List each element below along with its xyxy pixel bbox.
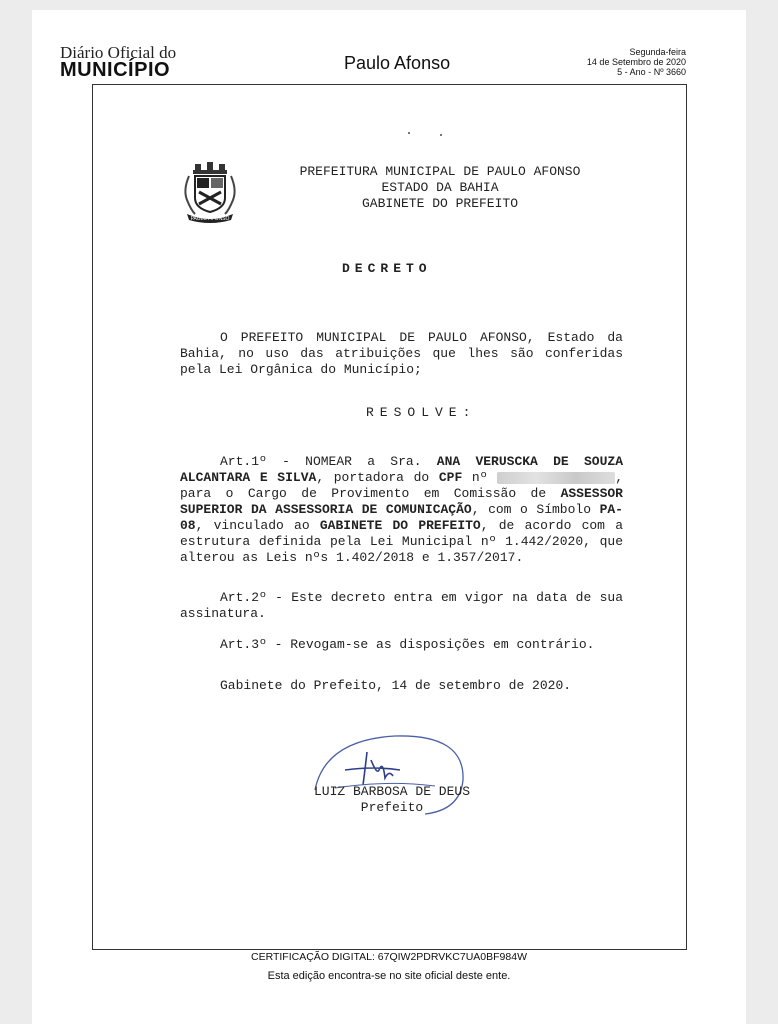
preamble [180, 330, 623, 378]
document-title: DECRETO [342, 261, 432, 276]
resolve-heading: RESOLVE: [366, 405, 477, 420]
closing-line: Gabinete do Prefeito, 14 de setembro de 2020. [220, 678, 572, 693]
article-1 [180, 454, 623, 566]
article-2-label: Art.2º [220, 590, 267, 605]
cpf-label: CPF [438, 470, 463, 485]
office-name: GABINETE DO PREFEITO [319, 518, 481, 533]
article-2 [180, 590, 623, 622]
article-1-text: nº [462, 470, 498, 485]
city-name: Paulo Afonso [344, 53, 451, 73]
article-3-label: Art.3º [220, 637, 267, 652]
symbol-code: PA-08 [180, 502, 623, 533]
redacted-cpf [497, 472, 615, 484]
issue-date: 14 de Setembro de 2020 [586, 57, 686, 67]
footer-note: Esta edição encontra-se no site oficial deste ente. [267, 970, 511, 982]
article-2-text: - Este decreto entra em vigor na data de sua assinatura. [180, 590, 623, 621]
position-title: ASSESSOR SUPERIOR DA ASSESSORIA DE COMUNICAÇÃO [180, 486, 623, 517]
article-1-label: Art.1º [220, 454, 267, 469]
signatory-name: LUIZ BARBOSA DE DEUS [313, 784, 471, 799]
article-3-text: - Revogam-se as disposições em contrário. [266, 637, 595, 652]
signatory [310, 784, 474, 816]
seal-text: PAULO AFONSO [190, 216, 230, 222]
brand-top: Diário Oficial do [60, 43, 177, 62]
signatory-role: Prefeito [360, 800, 424, 815]
article-1-text: , para o Cargo de Provimento em Comissão de [180, 470, 623, 501]
appointee-name: ANA VERUSCKA DE SOUZA ALCANTARA E SILVA [180, 454, 624, 485]
article-1-text: , com o Símbolo [471, 502, 600, 517]
letterhead-line-2: ESTADO DA BAHIA [381, 180, 499, 195]
article-1-text: , de acordo com a estrutura definida pela Lei Municipal nº 1.442/2020, que alterou as Leis nºs 1.402/2018 e 1.357/2017. [180, 518, 624, 565]
letterhead [250, 164, 630, 212]
masthead-logo [60, 44, 176, 80]
scan-speck [440, 134, 442, 136]
brand-bottom: MUNICÍPIO [60, 59, 171, 81]
letterhead-line-3: GABINETE DO PREFEITO [361, 196, 519, 211]
digital-certification: CERTIFICAÇÃO DIGITAL: 67QIW2PDRVKC7UA0BF984W [251, 951, 527, 963]
edition-info [587, 47, 686, 77]
edition-number: 5 - Ano - Nº 3660 [617, 67, 686, 77]
preamble-text: O PREFEITO MUNICIPAL DE PAULO AFONSO, Estado da Bahia, no uso das atribuições que lhes são conferidas pela Lei Orgânica do Município; [180, 330, 623, 377]
letterhead-line-1: PREFEITURA MUNICIPAL DE PAULO AFONSO [299, 164, 581, 179]
article-1-text: , portadora do [316, 470, 439, 485]
weekday: Segunda-feira [629, 47, 686, 57]
coat-of-arms-icon [181, 160, 239, 224]
article-1-text: , vinculado ao [195, 518, 320, 533]
article-3 [180, 637, 623, 653]
scan-speck [408, 132, 410, 134]
article-1-text: - NOMEAR a Sra. [266, 454, 437, 469]
